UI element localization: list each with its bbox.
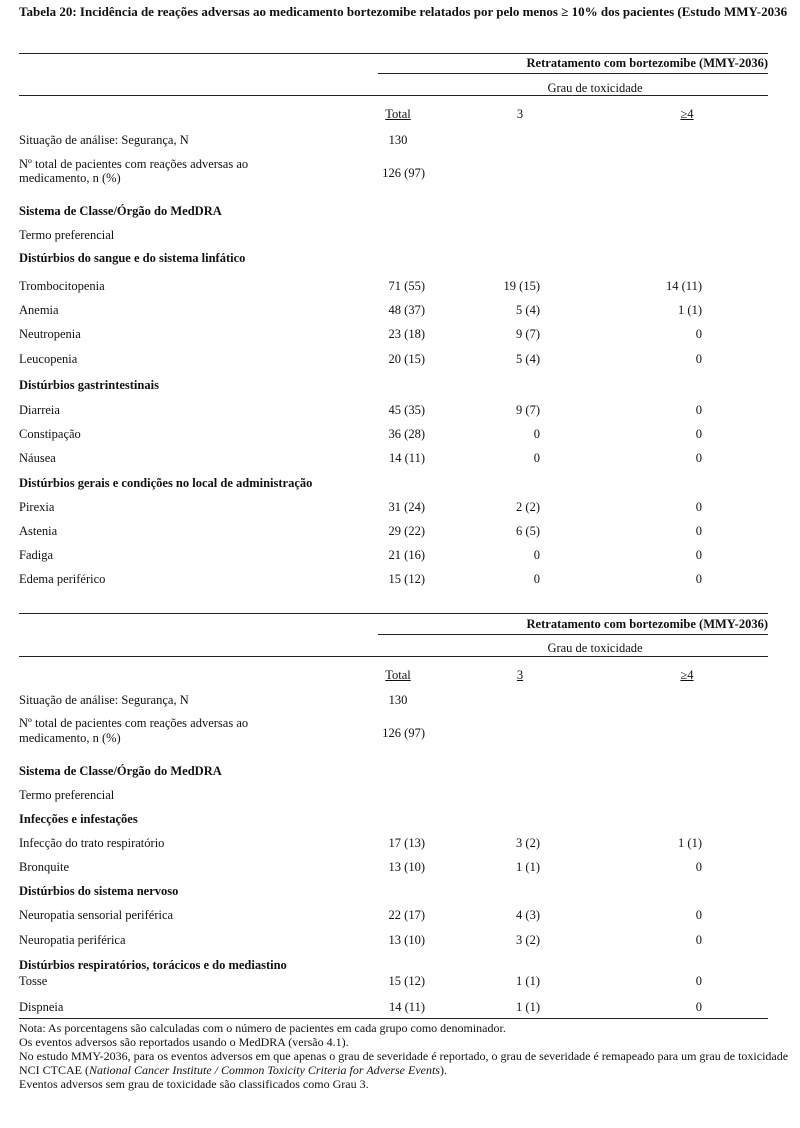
footnote-text: No estudo MMY-2036, para os eventos adversos em que apenas o grau de severidade é reportado, o grau de severidade é remapeado para um grau de toxicidade NCI CTCAE (	[19, 1049, 789, 1077]
subheader-rule	[19, 95, 768, 96]
grade4-cell: 0	[695, 1000, 702, 1014]
col-header-total: Total	[385, 107, 411, 121]
grade3-cell: 9 (7)	[516, 403, 540, 417]
header-rule	[378, 73, 768, 74]
total-cell: 15 (12)	[388, 974, 425, 988]
grade4-cell: 0	[695, 427, 702, 441]
term-cell: Trombocitopenia	[19, 279, 105, 293]
soc-label: Sistema de Classe/Órgão do MedDRA	[19, 764, 222, 778]
total-patients-value: 126 (97)	[382, 726, 425, 740]
total-cell: 13 (10)	[388, 860, 425, 874]
grade4-cell: 0	[695, 524, 702, 538]
total-patients-label-2: medicamento, n (%)	[19, 731, 121, 745]
group-heading: Distúrbios respiratórios, torácicos e do mediastino	[19, 958, 287, 972]
subheader-rule	[19, 656, 768, 657]
analysis-value: 130	[388, 693, 408, 707]
preferred-term-label: Termo preferencial	[19, 228, 115, 242]
footnote-line	[19, 1049, 791, 1077]
footnote-line: Nota: As porcentagens são calculadas com o número de pacientes em cada grupo como denominador.	[19, 1021, 506, 1035]
term-cell: Fadiga	[19, 548, 54, 562]
table-footnotes	[19, 1021, 791, 1091]
total-cell: 71 (55)	[388, 279, 425, 293]
grade4-cell: 1 (1)	[678, 836, 702, 850]
total-cell: 36 (28)	[388, 427, 425, 441]
grade4-cell: 0	[695, 572, 702, 586]
col-header-total: Total	[385, 668, 411, 682]
total-patients-label-2: medicamento, n (%)	[19, 171, 121, 185]
term-cell: Dispneia	[19, 1000, 64, 1014]
grade4-cell: 0	[695, 451, 702, 465]
total-cell: 20 (15)	[388, 352, 425, 366]
top-rule	[19, 53, 768, 54]
grade3-cell: 5 (4)	[516, 352, 540, 366]
col-header-grade4: ≥4	[680, 107, 694, 121]
grade4-cell: 0	[695, 327, 702, 341]
total-cell: 15 (12)	[388, 572, 425, 586]
bottom-rule	[19, 1018, 768, 1019]
grade3-cell: 0	[533, 548, 540, 562]
grade3-cell: 0	[533, 427, 540, 441]
footnote-text: ).	[439, 1063, 447, 1077]
grade3-cell: 9 (7)	[516, 327, 540, 341]
term-cell: Astenia	[19, 524, 58, 538]
term-cell: Bronquite	[19, 860, 69, 874]
grade3-cell: 19 (15)	[503, 279, 540, 293]
grade3-cell: 1 (1)	[516, 1000, 540, 1014]
table-title: Tabela 20: Incidência de reações adversas ao medicamento bortezomibe relatados por pelo menos ≥ 10% dos pacientes (Estudo MMY-2036	[19, 4, 788, 19]
analysis-value: 130	[388, 133, 408, 147]
term-cell: Neutropenia	[19, 327, 81, 341]
grade4-cell: 0	[695, 352, 702, 366]
grade3-cell: 1 (1)	[516, 860, 540, 874]
col-header-grade3: 3	[516, 668, 524, 682]
toxicity-subheader: Grau de toxicidade	[547, 641, 643, 655]
footnote-line: Eventos adversos sem grau de toxicidade são classificados como Grau 3.	[19, 1077, 369, 1091]
section-header: Retratamento com bortezomibe (MMY-2036)	[526, 56, 768, 70]
group-heading: Distúrbios do sistema nervoso	[19, 884, 179, 898]
grade4-cell: 0	[695, 974, 702, 988]
footnote-line: Os eventos adversos são reportados usando o MedDRA (versão 4.1).	[19, 1035, 349, 1049]
group-heading: Distúrbios gastrintestinais	[19, 378, 159, 392]
term-cell: Infecção do trato respiratório	[19, 836, 165, 850]
soc-label: Sistema de Classe/Órgão do MedDRA	[19, 204, 222, 218]
col-header-grade4: ≥4	[680, 668, 694, 682]
term-cell: Edema periférico	[19, 572, 106, 586]
term-cell: Constipação	[19, 427, 81, 441]
grade3-cell: 3 (2)	[516, 836, 540, 850]
toxicity-subheader: Grau de toxicidade	[547, 81, 643, 95]
grade3-cell: 2 (2)	[516, 500, 540, 514]
grade4-cell: 0	[695, 548, 702, 562]
grade4-cell: 0	[695, 500, 702, 514]
term-cell: Diarreia	[19, 403, 60, 417]
term-cell: Neuropatia periférica	[19, 933, 126, 947]
grade4-cell: 0	[695, 403, 702, 417]
total-cell: 23 (18)	[388, 327, 425, 341]
total-cell: 48 (37)	[388, 303, 425, 317]
section-header: Retratamento com bortezomibe (MMY-2036)	[526, 617, 768, 631]
total-cell: 45 (35)	[388, 403, 425, 417]
analysis-label: Situação de análise: Segurança, N	[19, 693, 189, 707]
grade3-cell: 3 (2)	[516, 933, 540, 947]
term-cell: Náusea	[19, 451, 56, 465]
preferred-term-label: Termo preferencial	[19, 788, 115, 802]
group-heading: Infecções e infestações	[19, 812, 138, 826]
col-header-grade3: 3	[516, 107, 524, 121]
grade3-cell: 1 (1)	[516, 974, 540, 988]
total-patients-label: Nº total de pacientes com reações adversas ao	[19, 716, 249, 730]
grade3-cell: 4 (3)	[516, 908, 540, 922]
grade4-cell: 14 (11)	[666, 279, 702, 293]
term-cell: Leucopenia	[19, 352, 78, 366]
footnote-italic-text: National Cancer Institute / Common Toxicity Criteria for Adverse Events	[89, 1063, 440, 1077]
total-cell: 21 (16)	[388, 548, 425, 562]
total-patients-label: Nº total de pacientes com reações adversas ao	[19, 157, 249, 171]
group-heading: Distúrbios gerais e condições no local de administração	[19, 476, 313, 490]
grade3-cell: 5 (4)	[516, 303, 540, 317]
top-rule	[19, 613, 768, 614]
grade3-cell: 6 (5)	[516, 524, 540, 538]
grade4-cell: 0	[695, 933, 702, 947]
term-cell: Anemia	[19, 303, 59, 317]
grade4-cell: 0	[695, 860, 702, 874]
grade4-cell: 1 (1)	[678, 303, 702, 317]
total-patients-value: 126 (97)	[382, 166, 425, 180]
grade3-cell: 0	[533, 451, 540, 465]
term-cell: Tosse	[19, 974, 48, 988]
total-cell: 29 (22)	[388, 524, 425, 538]
term-cell: Pirexia	[19, 500, 55, 514]
total-cell: 13 (10)	[388, 933, 425, 947]
total-cell: 14 (11)	[389, 451, 425, 465]
grade4-cell: 0	[695, 908, 702, 922]
total-cell: 22 (17)	[388, 908, 425, 922]
total-cell: 31 (24)	[388, 500, 425, 514]
grade3-cell: 0	[533, 572, 540, 586]
total-cell: 17 (13)	[388, 836, 425, 850]
group-heading: Distúrbios do sangue e do sistema linfático	[19, 251, 246, 265]
total-cell: 14 (11)	[389, 1000, 425, 1014]
header-rule	[378, 634, 768, 635]
analysis-label: Situação de análise: Segurança, N	[19, 133, 189, 147]
term-cell: Neuropatia sensorial periférica	[19, 908, 174, 922]
